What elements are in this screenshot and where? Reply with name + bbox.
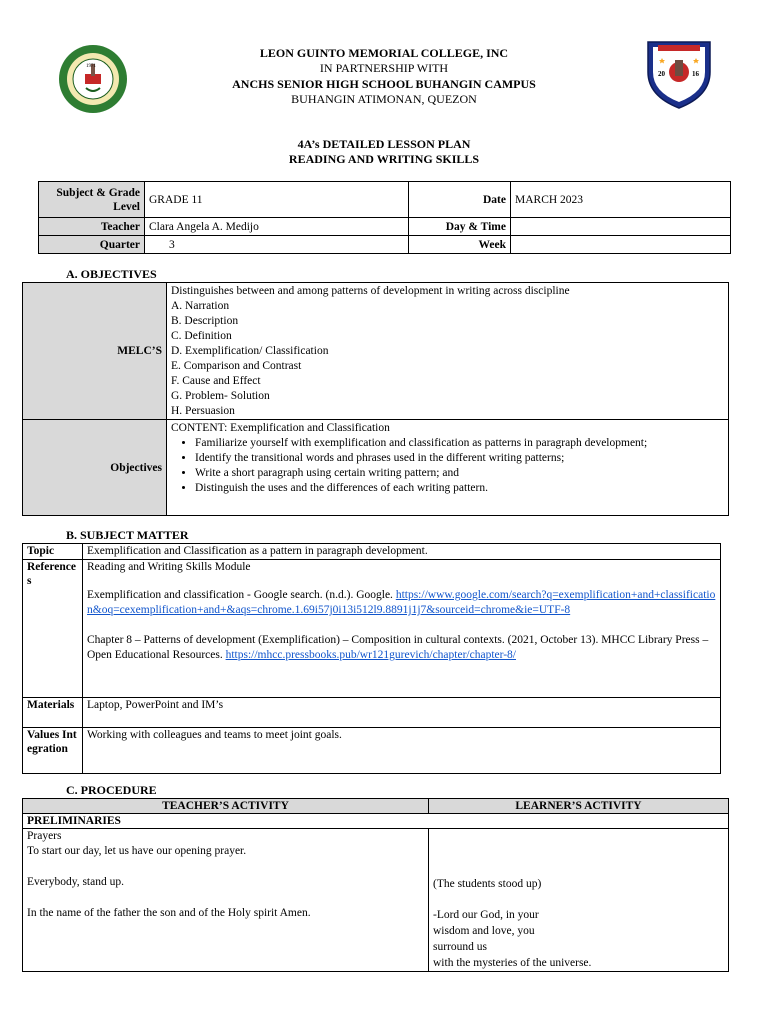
college-logo-year: 1971 — [86, 64, 96, 69]
learner-prayer-line: -Lord our God, in your — [433, 909, 539, 921]
objectives-cell — [167, 420, 729, 516]
melc-intro: Distinguishes between and among patterns of development in writing across discipline — [171, 285, 570, 297]
references-label: References — [23, 560, 83, 698]
subject-matter-table — [22, 543, 721, 774]
topic-value: Exemplification and Classification as a pattern in paragraph development. — [83, 544, 721, 560]
learner-prayer-line: surround us — [433, 941, 487, 953]
reference-mhcc-text: Chapter 8 – Patterns of development (Exemplification) – Composition in cultural contexts. (2021, October 13). MHCC Library Press – Open Educational Resources. — [87, 634, 709, 661]
references-cell — [83, 560, 721, 698]
content-line: CONTENT: Exemplification and Classification — [171, 422, 390, 434]
doc-title: 4A’s DETAILED LESSON PLAN — [297, 137, 471, 151]
melc-item: D. Exemplification/ Classification — [171, 345, 329, 357]
daytime-value — [511, 218, 731, 236]
values-label: Values Integration — [23, 728, 83, 774]
teacher-activity-header: TEACHER’S ACTIVITY — [23, 799, 429, 814]
learner-prayer-line: wisdom and love, you — [433, 925, 535, 937]
procedure-heading: C. PROCEDURE — [66, 783, 157, 797]
objectives-table — [22, 282, 729, 516]
campus-name: ANCHS SENIOR HIGH SCHOOL BUHANGIN CAMPUS — [232, 77, 536, 91]
learner-activity-cell — [429, 829, 729, 972]
quarter-label: Quarter — [39, 236, 145, 254]
doc-subtitle: READING AND WRITING SKILLS — [288, 152, 480, 166]
shs-logo-year-left: 20 — [658, 70, 665, 78]
quarter-value: 3 — [145, 236, 409, 254]
subject-matter-heading: B. SUBJECT MATTER — [66, 528, 189, 542]
date-label: Date — [409, 182, 511, 218]
partnership-line: IN PARTNERSHIP WITH — [319, 61, 449, 75]
learner-prayer-line: with the mysteries of the universe. — [433, 957, 592, 969]
melc-item: E. Comparison and Contrast — [171, 360, 302, 372]
procedure-table — [22, 798, 729, 972]
teacher-start: To start our day, let us have our opening prayer. — [27, 845, 247, 857]
teacher-value: Clara Angela A. Medijo — [145, 218, 409, 236]
teacher-prayers: Prayers — [27, 830, 62, 842]
melc-item: C. Definition — [171, 330, 232, 342]
objectives-label: Objectives — [23, 420, 167, 516]
objective-item: • Distinguish the uses and the differences of each writing pattern. — [195, 481, 724, 496]
reference-google-text: Exemplification and classification - Google search. (n.d.). Google. — [87, 589, 396, 601]
topic-label: Topic — [23, 544, 83, 560]
reference-mhcc — [87, 633, 716, 663]
campus-address: BUHANGIN ATIMONAN, QUEZON — [291, 92, 477, 106]
objectives-list — [171, 436, 724, 496]
week-value — [511, 236, 731, 254]
melc-cell — [167, 283, 729, 420]
materials-label: Materials — [23, 698, 83, 728]
teacher-label: Teacher — [39, 218, 145, 236]
shs-logo-year-right: 16 — [692, 70, 699, 78]
preliminaries-row: PRELIMINARIES — [23, 814, 729, 829]
learner-activity-header: LEARNER’S ACTIVITY — [429, 799, 729, 814]
date-value: MARCH 2023 — [511, 182, 731, 218]
reference-module: Reading and Writing Skills Module — [87, 561, 251, 573]
week-label: Week — [409, 236, 511, 254]
teacher-activity-cell — [23, 829, 429, 972]
subject-value: GRADE 11 — [145, 182, 409, 218]
teacher-stand: Everybody, stand up. — [27, 876, 124, 888]
values-value: Working with colleagues and teams to meet joint goals. — [83, 728, 721, 774]
materials-value: Laptop, PowerPoint and IM’s — [83, 698, 721, 728]
objective-item: • Identify the transitional words and phrases used in the different writing patterns; — [195, 451, 724, 466]
reference-mhcc-link[interactable]: https://mhcc.pressbooks.pub/wr121gurevich/chapter/chapter-8/ — [225, 649, 516, 661]
objective-item: • Write a short paragraph using certain writing pattern; and — [195, 466, 724, 481]
melc-item: B. Description — [171, 315, 239, 327]
college-name: LEON GUINTO MEMORIAL COLLEGE, INC — [259, 46, 509, 60]
reference-google — [87, 588, 716, 618]
objectives-heading: A. OBJECTIVES — [66, 267, 157, 281]
daytime-label: Day & Time — [409, 218, 511, 236]
teacher-name: In the name of the father the son and of the Holy spirit Amen. — [27, 907, 311, 919]
melc-item: F. Cause and Effect — [171, 375, 261, 387]
objective-item: • Familiarize yourself with exemplification and classification as patterns in paragraph development; — [195, 436, 724, 451]
info-table — [38, 181, 731, 254]
melc-item: A. Narration — [171, 300, 230, 312]
melc-label: MELC’S — [23, 283, 167, 420]
reference-google-link[interactable]: https://www.google.com/search?q=exemplification+and+classification&oq=cexemplification+and+&aqs=chrome.1.69i57j0i13i512l9.8891j1j7&sourceid=chrome&ie=UTF-8 — [87, 589, 716, 616]
melc-item: H. Persuasion — [171, 405, 235, 417]
learner-stood: (The students stood up) — [433, 878, 542, 890]
melc-item: G. Problem- Solution — [171, 390, 270, 402]
subject-label: Subject & Grade Level — [39, 182, 145, 218]
